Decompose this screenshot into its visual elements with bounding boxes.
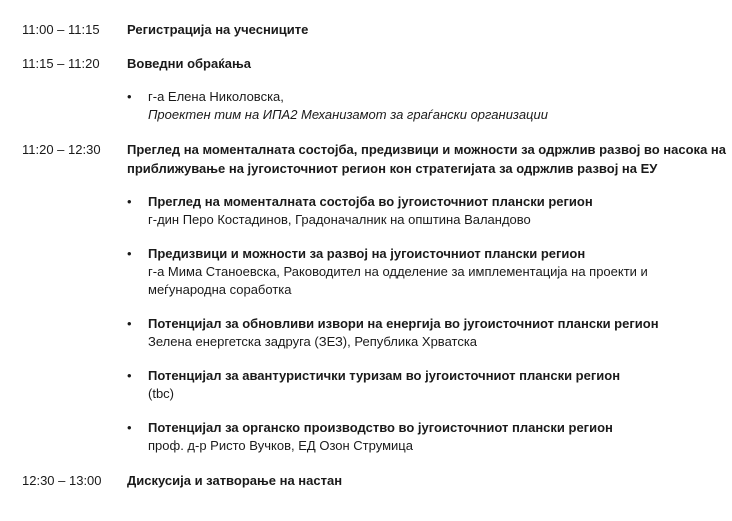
time-label: 11:00 – 11:15 [22, 22, 100, 37]
bullet-icon: • [127, 368, 132, 383]
bullet-item [127, 193, 726, 229]
topic-title: Потенцијал за обновливи извори на енергија во југоисточниот плански регион [148, 316, 659, 331]
agenda-row [22, 140, 726, 471]
speaker-name: Зелена енергетска задруга (ЗЕЗ), Република Хрватска [148, 334, 478, 349]
session-content [127, 20, 726, 54]
topic-title: Потенцијал за органско производство во југоисточниот плански регион [148, 420, 613, 435]
speaker-name: г-а Елена Николовска, [148, 89, 284, 104]
time-label: 12:30 – 13:00 [22, 473, 102, 488]
speaker-name: г-а Мима Станоевска, Раководител на одделение за имплементација на проекти и меѓународна соработка [148, 264, 648, 297]
session-content [127, 140, 726, 471]
time-label: 11:20 – 12:30 [22, 142, 101, 157]
bullet-text [148, 367, 620, 403]
bullet-item [127, 367, 726, 403]
agenda-row [22, 471, 726, 505]
bullet-text [148, 88, 548, 124]
speaker-affiliation: Проектен тим на ИПА2 Механизамот за граѓански организации [148, 107, 548, 122]
bullet-icon: • [127, 316, 132, 331]
bullet-item [127, 315, 726, 351]
bullet-text [148, 315, 659, 351]
topic-title: Предизвици и можности за развој на југоисточниот плански регион [148, 246, 586, 261]
bullet-item [127, 245, 726, 299]
agenda-row [22, 54, 726, 140]
speaker-name: (tbc) [148, 386, 174, 401]
time-label: 11:15 – 11:20 [22, 56, 100, 71]
bullet-icon: • [127, 194, 132, 209]
bullet-list [127, 88, 726, 124]
bullet-item [127, 419, 726, 455]
bullet-text [148, 193, 593, 229]
bullet-text [148, 245, 726, 299]
bullet-icon: • [127, 246, 132, 261]
bullet-text [148, 419, 613, 455]
session-title: Преглед на моменталната состојба, предизвици и можности за одржлив развој во насока на приближување на југоисточниот регион кон стратегијата за одржлив развој на ЕУ [127, 142, 726, 176]
agenda-row [22, 20, 726, 54]
topic-title: Потенцијал за авантуристички туризам во југоисточниот плански регион [148, 368, 621, 383]
speaker-name: проф. д-р Ристо Вучков, ЕД Озон Струмица [148, 438, 413, 453]
speaker-name: г-дин Перо Костадинов, Градоначалник на општина Валандово [148, 212, 531, 227]
topic-title: Преглед на моменталната состојба во југоисточниот плански регион [148, 194, 593, 209]
bullet-list [127, 193, 726, 455]
bullet-icon: • [127, 89, 132, 104]
session-title: Регистрација на учесниците [127, 22, 309, 37]
session-content [127, 471, 726, 505]
session-title: Воведни обраќања [127, 56, 251, 71]
bullet-item [127, 88, 726, 124]
session-content [127, 54, 726, 140]
session-title: Дискусија и затворање на настан [127, 473, 343, 488]
bullet-icon: • [127, 420, 132, 435]
